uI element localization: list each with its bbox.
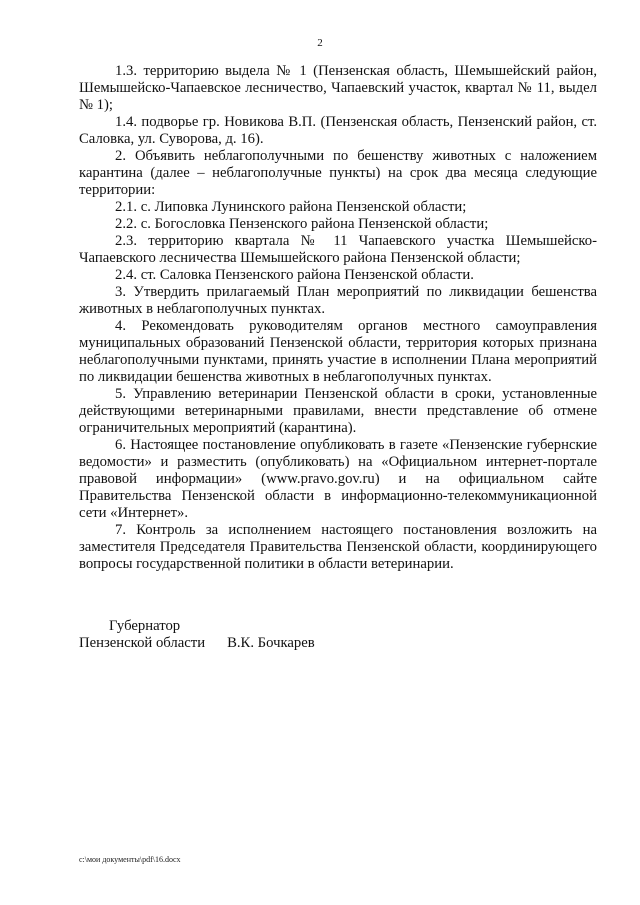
paragraph-6: 6. Настоящее постановление опубликовать в газете «Пензенские губернские ведомости» и разместить (опубликовать) на «Официальном интернет-портале правовой информации» (www.pravo.gov.ru) и на официальном сайте Правительства Пензенской области в информационно-телекоммуникационной сети «Интернет».	[79, 437, 597, 521]
paragraph-1-4: 1.4. подворье гр. Новикова В.П. (Пензенская область, Пензенский район, ст. Саловка, ул. Суворова, д. 16).	[79, 114, 597, 147]
paragraph-2-1: 2.1. с. Липовка Лунинского района Пензенской области;	[115, 199, 467, 215]
paragraph-4: 4. Рекомендовать руководителям органов местного самоуправления муниципальных образований Пензенской области, территория которых признана неблагополучными пунктами, принять участие в исполнении Плана мероприятий по ликвидации бешенства животных в неблагополучных пунктах.	[79, 318, 597, 385]
page-number: 2	[317, 37, 323, 49]
signature-region: Пензенской области	[79, 635, 206, 651]
signature-name: В.К. Бочкарев	[227, 635, 315, 651]
signature-block	[79, 618, 479, 652]
signature-line	[79, 635, 479, 652]
paragraph-2-2: 2.2. с. Богословка Пензенского района Пензенской области;	[115, 216, 489, 232]
document-body	[79, 63, 597, 573]
signature-title: Губернатор	[109, 618, 181, 634]
paragraph-1-3: 1.3. территорию выдела № 1 (Пензенская область, Шемышейский район, Шемышейско-Чапаевское лесничество, Чапаевский участок, квартал № 11, выдел № 1);	[79, 63, 597, 113]
paragraph-3: 3. Утвердить прилагаемый План мероприятий по ликвидации бешенства животных в неблагополучных пунктах.	[79, 284, 597, 317]
footer-file-path: c:\мои документы\pdf\16.docx	[79, 855, 181, 864]
paragraph-2-3: 2.3. территорию квартала № 11 Чапаевского участка Шемышейско-Чапаевского лесничества Шемышейского района Пензенской области;	[79, 233, 597, 266]
paragraph-5: 5. Управлению ветеринарии Пензенской области в сроки, установленные действующими ветеринарными правилами, внести представление об отмене ограничительных мероприятий (карантина).	[79, 386, 597, 436]
paragraph-7: 7. Контроль за исполнением настоящего постановления возложить на заместителя Председателя Правительства Пензенской области, координирующего вопросы государственной политики в области ветеринарии.	[79, 522, 597, 572]
paragraph-2: 2. Объявить неблагополучными по бешенству животных с наложением карантина (далее – неблагополучные пункты) на срок два месяца следующие территории:	[79, 148, 597, 198]
paragraph-2-4: 2.4. ст. Саловка Пензенского района Пензенской области.	[115, 267, 474, 283]
